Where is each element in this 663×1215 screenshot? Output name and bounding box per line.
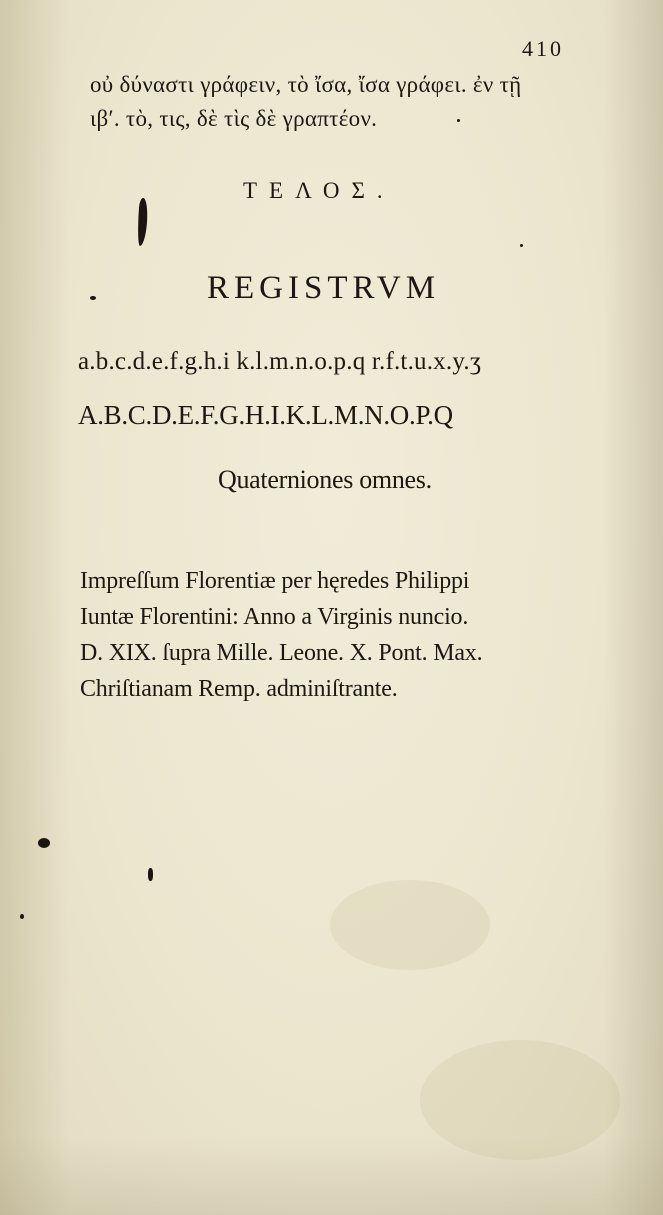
ink-bracket-mark — [136, 198, 148, 247]
ink-speck — [38, 838, 50, 848]
ink-speck — [90, 296, 96, 300]
page-edge-shadow — [603, 0, 663, 1215]
greek-text-line: οὐ δύναστι γράφειν, τὸ ἴσα, ἴσα γράφει. ἐν τῇ — [90, 72, 522, 97]
registrum-heading: REGISTRVM — [207, 270, 441, 306]
paper-stain — [330, 880, 490, 970]
telos-heading: ΤΕΛΟΣ. — [243, 178, 395, 203]
ink-speck — [20, 914, 24, 919]
colophon-line: Iuntæ Florentini: Anno a Virginis nuncio. — [80, 604, 469, 630]
ink-speck — [457, 119, 460, 122]
quaterniones-note: Quaterniones omnes. — [218, 465, 432, 494]
gutter-shadow — [0, 0, 70, 1215]
colophon-line: D. XIX. ſupra Mille. Leone. X. Pont. Max. — [80, 640, 483, 666]
greek-text-line: ιβʹ. τὸ, τις, δὲ τὶς δὲ γραπτέον. — [90, 106, 378, 131]
ink-speck — [520, 244, 523, 247]
colophon-line: Impreſſum Florentiæ per hęredes Philippi — [80, 568, 470, 594]
ink-speck — [148, 868, 153, 881]
page-number: 410 — [522, 36, 564, 61]
paper-stain — [420, 1040, 620, 1160]
register-lowercase-signatures: a.b.c.d.e.f.g.h.i k.l.m.n.o.p.q r.f.t.u.x.y.ʒ — [78, 348, 482, 375]
colophon-line: Chriſtianam Remp. adminiſtrante. — [80, 676, 398, 702]
register-uppercase-signatures: A.B.C.D.E.F.G.H.I.K.L.M.N.O.P.Q — [78, 400, 453, 430]
